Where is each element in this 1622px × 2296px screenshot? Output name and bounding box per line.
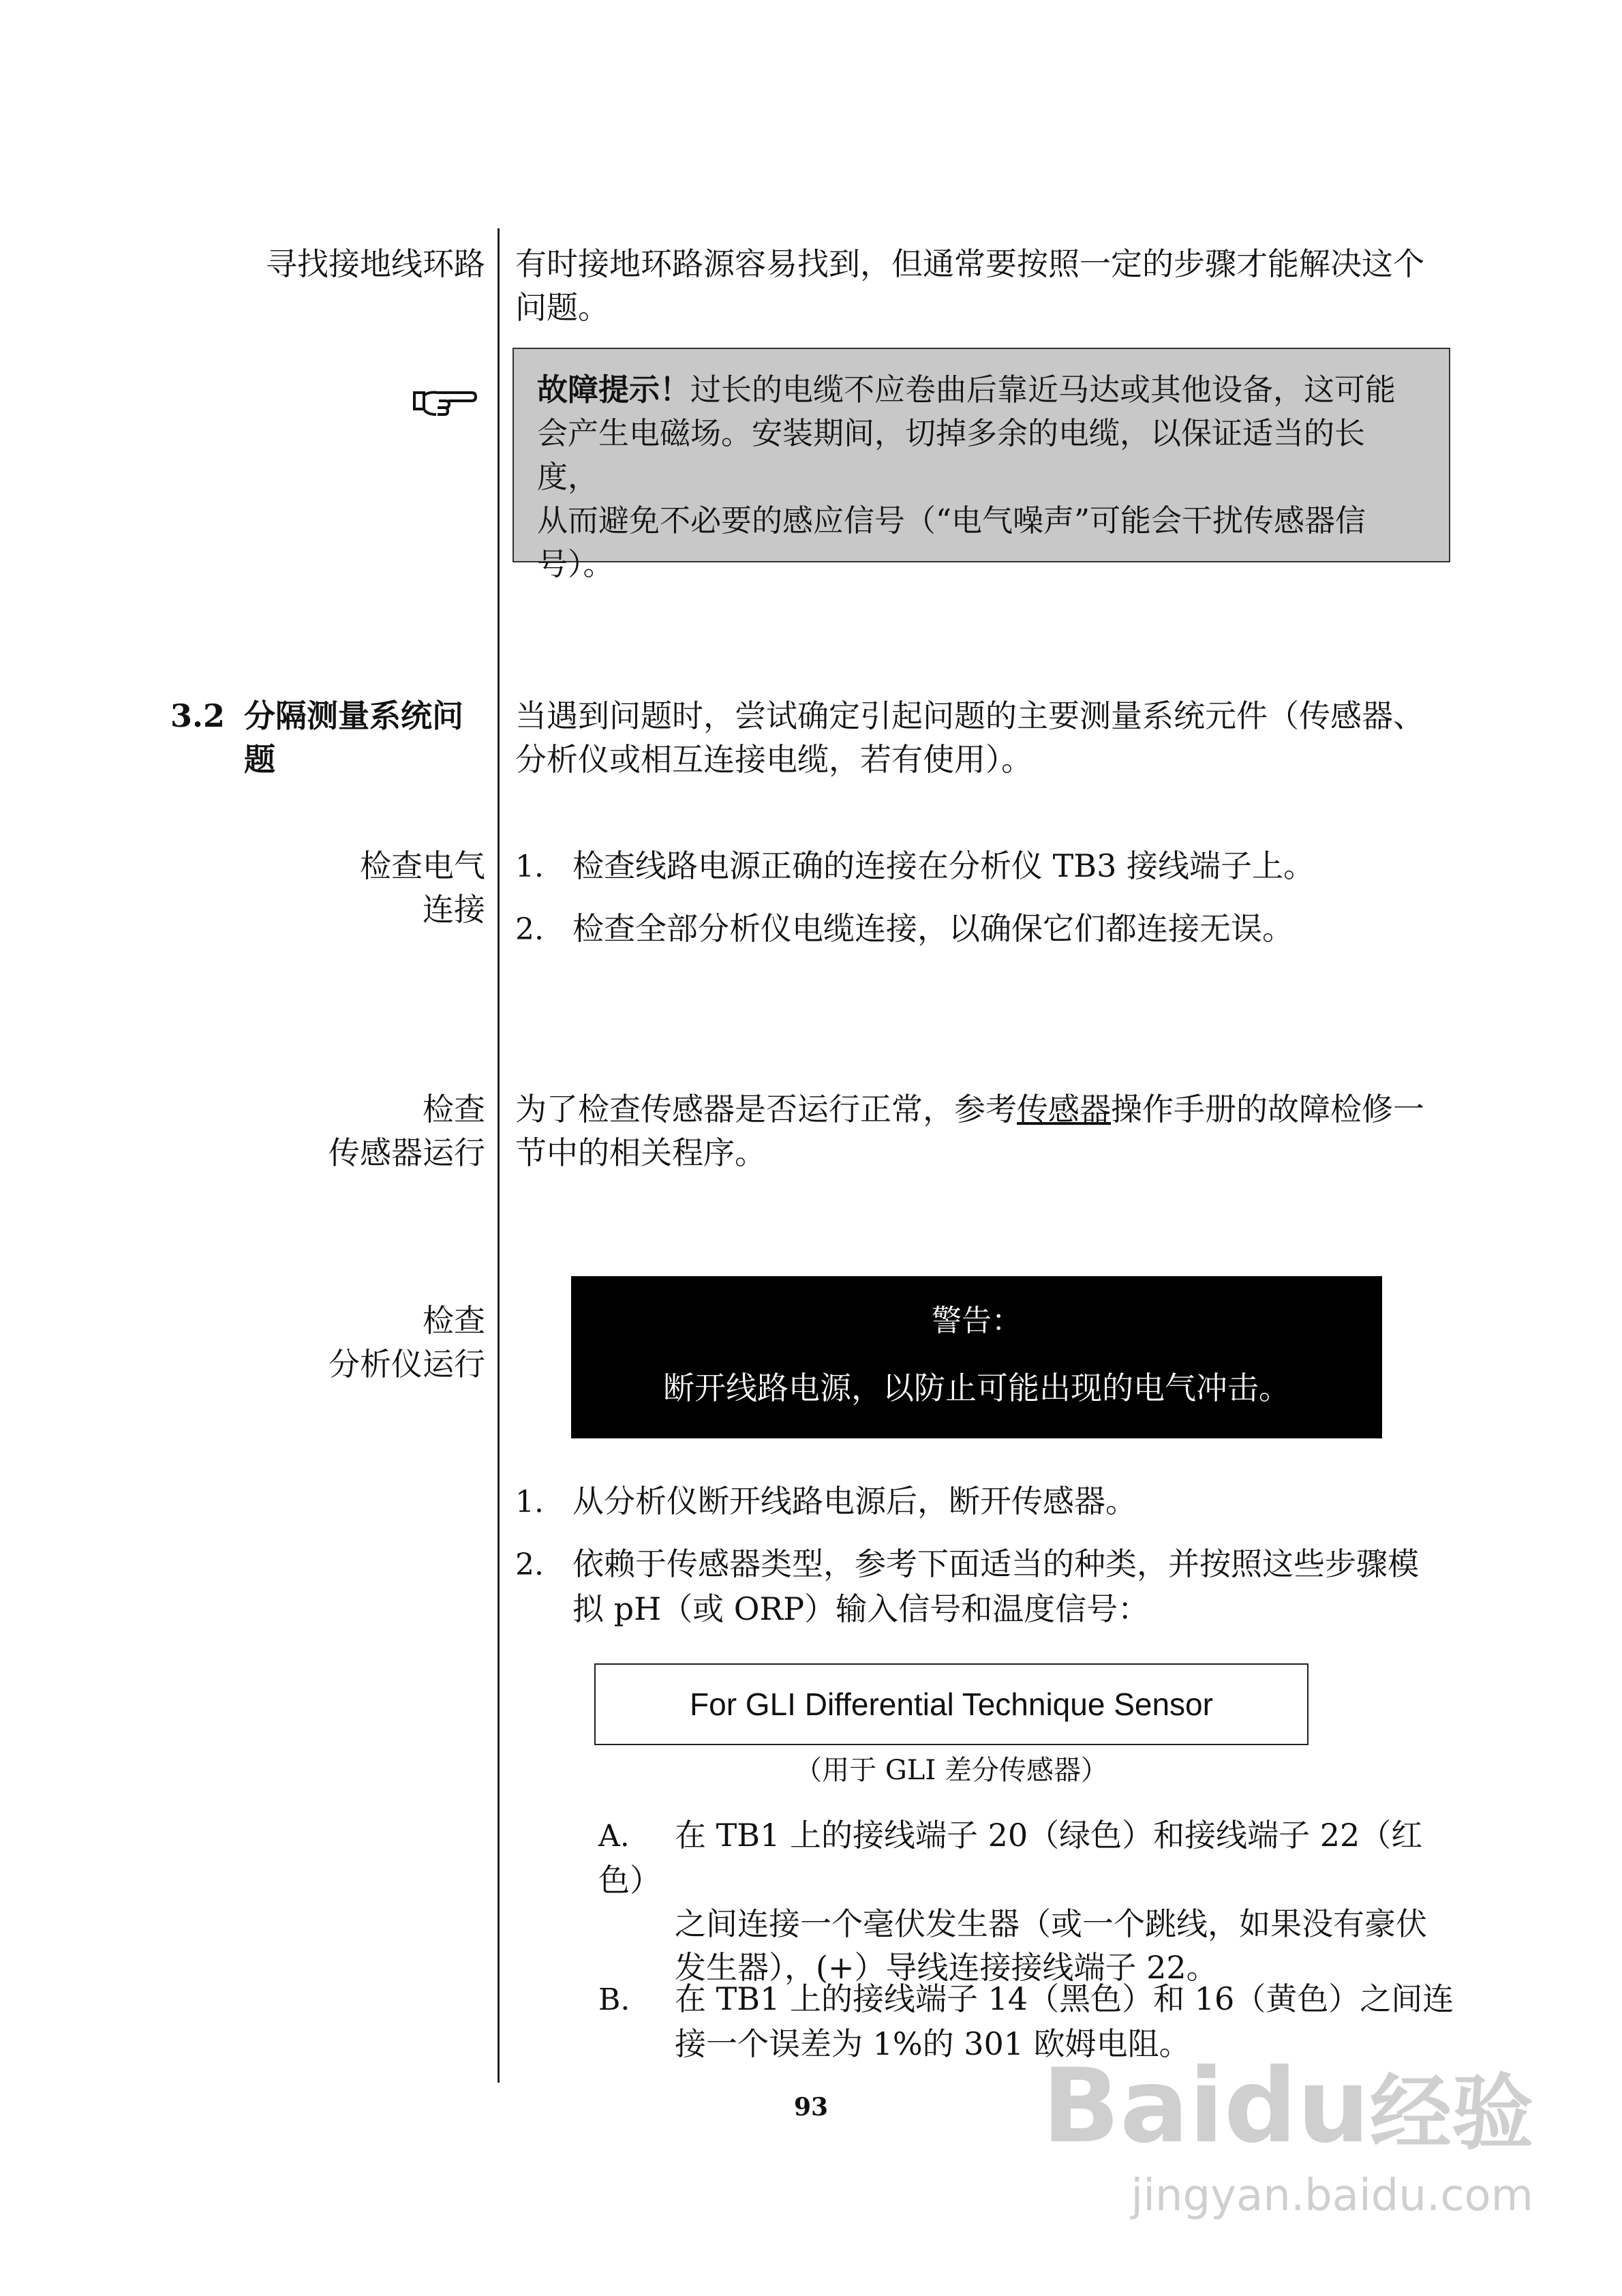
substep-line1: 在 TB1 上的接线端子 14（黑色）和 16（黄色）之间连 xyxy=(675,1980,1454,2017)
sensor-caption: （用于 GLI 差分传感器） xyxy=(795,1755,1108,1786)
section-heading-line1: 分隔测量系统问 xyxy=(244,697,463,734)
note-line1-text: 过长的电缆不应卷曲后靠近马达或其他设备，这可能 xyxy=(690,372,1396,408)
ground-loop-line1: 有时接地环路源容易找到，但通常要按照一定的步骤才能解决这个 xyxy=(515,245,1424,282)
check-sensor-label-line2: 传感器运行 xyxy=(328,1134,485,1171)
check-analyzer-label-line2: 分析仪运行 xyxy=(328,1346,485,1383)
substep-line3: 发生器），(+）导线连接接线端子 22。 xyxy=(675,1949,1218,1986)
substep-letter: B. xyxy=(598,1982,630,2017)
baidu-watermark xyxy=(1041,2047,1533,2223)
step-number: 1. xyxy=(515,1485,544,1520)
check-sensor-text-a: 为了检查传感器是否运行正常，参考 xyxy=(515,1091,1017,1128)
check-sensor-text xyxy=(515,1087,1469,1175)
check-analyzer-step-1 xyxy=(515,1479,1469,1524)
substep-a xyxy=(598,1813,1457,1989)
check-analyzer-step-2 xyxy=(515,1542,1469,1631)
fault-tip-note xyxy=(512,348,1450,582)
check-sensor-line1 xyxy=(515,1087,1469,1131)
step-text: 检查全部分析仪电缆连接，以确保它们都连接无误。 xyxy=(572,910,1294,947)
substep-letter: A. xyxy=(598,1819,630,1854)
isolate-text xyxy=(515,694,1469,781)
substep-line1: 在 TB1 上的接线端子 20（绿色）和接线端子 22（红色） xyxy=(598,1817,1423,1899)
pointing-hand-icon xyxy=(412,380,477,421)
note-line1 xyxy=(537,368,1426,412)
step-number: 2. xyxy=(515,912,544,947)
check-electrical-step-1 xyxy=(515,844,1469,889)
watermark-url: jingyan.baidu.com xyxy=(1131,2171,1533,2221)
warning-text: 断开线路电源，以防止可能出现的电气冲击。 xyxy=(663,1370,1290,1406)
note-line3: 从而避免不必要的感应信号（“电气噪声”可能会干扰传感器信 xyxy=(537,502,1366,539)
ground-loop-line2: 问题。 xyxy=(515,289,609,326)
isolate-line2: 分析仪或相互连接电缆，若有使用）。 xyxy=(515,741,1032,778)
watermark-product: 经验 xyxy=(1370,2066,1533,2161)
warning-title: 警告： xyxy=(932,1303,1022,1338)
step-text: 从分析仪断开线路电源后，断开传感器。 xyxy=(572,1483,1137,1520)
check-electrical-label-line1: 检查电气 xyxy=(360,847,485,884)
ground-loop-text xyxy=(515,242,1469,329)
page-number: 93 xyxy=(793,2093,829,2121)
substep-line2: 接一个误差为 1%的 301 欧姆电阻。 xyxy=(675,2025,1191,2062)
step-text-line2: 拟 pH（或 ORP）输入信号和温度信号： xyxy=(572,1590,1150,1627)
step-text: 检查线路电源正确的连接在分析仪 TB3 接线端子上。 xyxy=(572,847,1315,884)
check-sensor-label-line1: 检查 xyxy=(423,1091,485,1128)
check-sensor-line2: 节中的相关程序。 xyxy=(515,1134,766,1171)
sensor-type-box: For GLI Differential Technique Sensor xyxy=(594,1663,1309,1745)
check-analyzer-label-line1: 检查 xyxy=(423,1302,485,1339)
isolate-line1: 当遇到问题时，尝试确定引起问题的主要测量系统元件（传感器、 xyxy=(515,697,1424,734)
note-line4: 号）。 xyxy=(537,546,614,582)
check-sensor-label xyxy=(204,1087,485,1175)
section-heading-line2: 题 xyxy=(244,741,275,778)
ground-loop-label: 寻找接地线环路 xyxy=(266,245,485,282)
check-electrical-label-line2: 连接 xyxy=(423,891,485,928)
step-number: 2. xyxy=(515,1547,544,1582)
check-analyzer-label xyxy=(204,1299,485,1386)
watermark-brand: Baidu xyxy=(1041,2047,1370,2166)
check-sensor-text-b: 操作手册的故障检修一 xyxy=(1111,1091,1424,1128)
note-line2: 会产生电磁场。安装期间，切掉多余的电缆，以保证适当的长度， xyxy=(537,415,1366,495)
step-number: 1. xyxy=(515,849,544,884)
section-heading xyxy=(244,694,489,781)
step-text-line1: 依赖于传感器类型，参考下面适当的种类，并按照这些步骤模 xyxy=(572,1545,1419,1582)
note-title: 故障提示！ xyxy=(537,372,691,408)
warning-box xyxy=(571,1276,1382,1438)
margin-rule xyxy=(498,228,500,2083)
sensor-manual-reference: 传感器 xyxy=(1017,1091,1111,1128)
check-electrical-step-2 xyxy=(515,907,1469,952)
section-number: 3.2 xyxy=(170,697,226,734)
substep-line2: 之间连接一个毫伏发生器（或一个跳线，如果没有豪伏 xyxy=(675,1905,1427,1942)
check-electrical-label xyxy=(204,844,485,931)
